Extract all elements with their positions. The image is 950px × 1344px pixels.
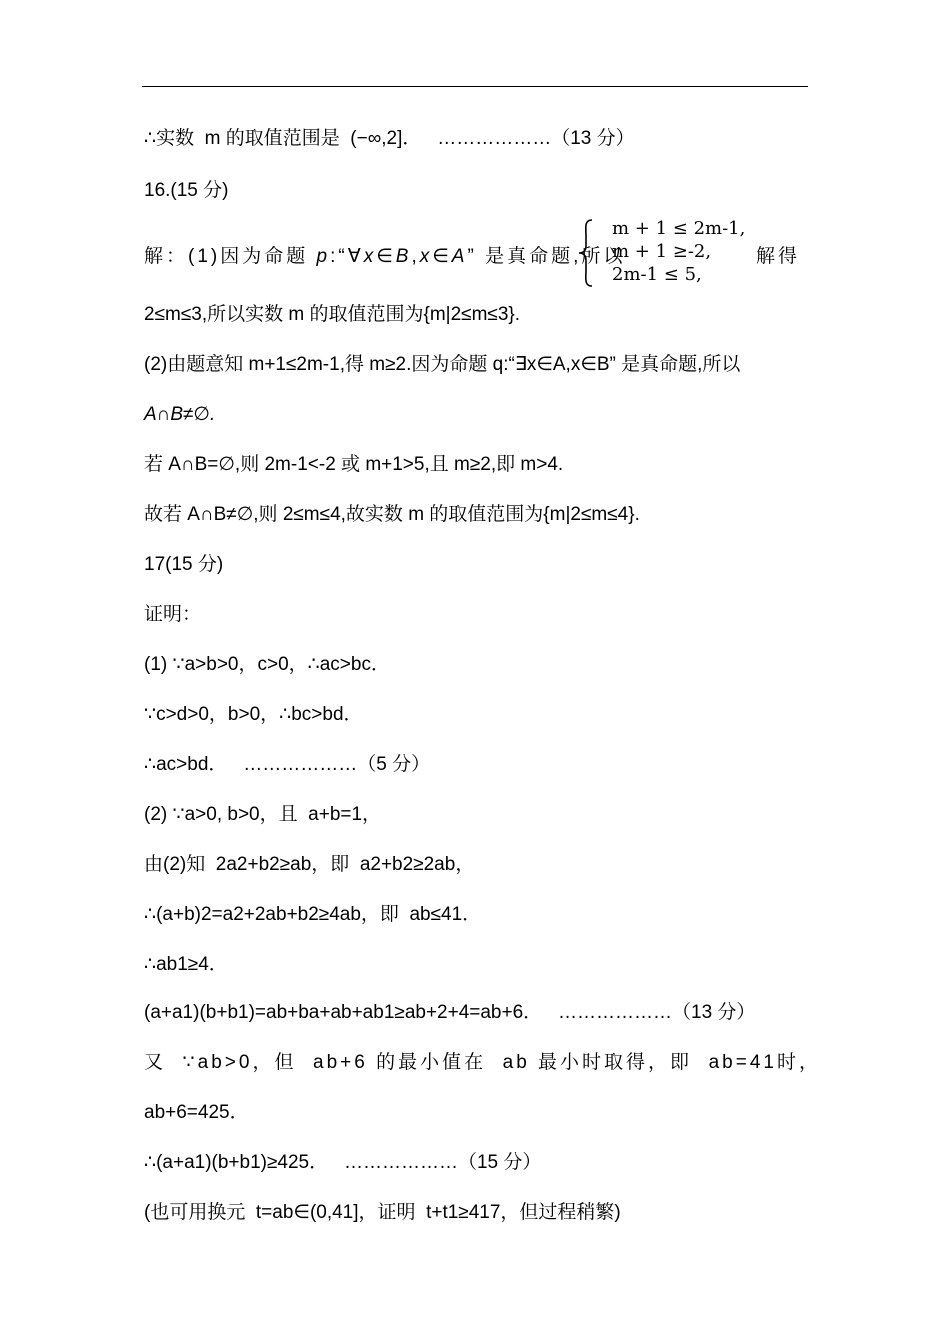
inequality-system xyxy=(578,218,748,288)
text-line-5: (2)由题意知 m+1≤2m-1,得 m≥2.因为命题 q:“∃x∈A,x∈B” 是真命题,所以 xyxy=(144,354,741,375)
text-line-7: 若 A∩B=∅,则 2m-1<-2 或 m+1>5,且 m≥2,即 m>4. xyxy=(144,454,564,475)
text: ∈ xyxy=(432,246,452,267)
problem-16-part1-intro xyxy=(144,244,625,270)
text-line-19: 又 ∵ab>0，但 ab+6 的最小值在 ab 最小时取得，即 ab=41时， xyxy=(144,1052,821,1073)
text-line-13: ∴ac>bd． ………………（5 分） xyxy=(144,754,431,775)
text-line-18: (a+a1)(b+b1)=ab+ba+ab+ab1≥ab+2+4=ab+6． ………………（13 分） xyxy=(144,1002,756,1023)
text-line-21: ∴(a+a1)(b+b1)≥425． ………………（15 分） xyxy=(144,1152,542,1173)
system-equation-2: m + 1 ≥-2, xyxy=(612,241,712,262)
text-line-1: ∴实数 m 的取值范围是 (−∞,2]． ………………（13 分） xyxy=(144,128,635,149)
text-line-12: ∵c>d>0，b>0，∴bc>bd． xyxy=(144,704,363,725)
var: B xyxy=(395,246,412,267)
text-line-22: (也可用换元 t=ab∈(0,41]，证明 t+t1≥417，但过程稍繁) xyxy=(144,1202,621,1223)
left-brace-icon xyxy=(578,218,594,288)
var: x xyxy=(363,246,377,267)
var: A xyxy=(451,246,468,267)
text-line-11: (1) ∵a>b>0，c>0，∴ac>bc． xyxy=(144,654,390,675)
text: , xyxy=(411,246,420,267)
text: :“∀ xyxy=(330,246,364,267)
system-equation-1: m + 1 ≤ 2m-1, xyxy=(612,218,746,239)
text-line-16: ∴(a+b)2=a2+2ab+b2≥4ab，即 ab≤41． xyxy=(144,904,482,925)
text-line-20: ab+6=425． xyxy=(144,1102,249,1123)
var: p xyxy=(316,246,331,267)
text-line-14: (2) ∵a>0, b>0，且 a+b=1， xyxy=(144,804,382,825)
header-rule xyxy=(142,86,808,87)
text-line-6: A∩B≠∅. xyxy=(144,404,216,425)
text-line-15: 由(2)知 2a2+b2≥ab，即 a2+b2≥2ab， xyxy=(144,854,475,875)
problem-17-heading: 17(15 分) xyxy=(144,554,224,575)
proof-label: 证明： xyxy=(144,604,202,625)
text-line-8: 故若 A∩B≠∅,则 2≤m≤4,故实数 m 的取值范围为{m|2≤m≤4}. xyxy=(144,504,640,525)
system-equation-3: 2m-1 ≤ 5, xyxy=(612,264,702,285)
solve-text: 解得 xyxy=(756,246,801,267)
text: ” 是真命题,所以 xyxy=(467,246,626,267)
text-line-4: 2≤m≤3,所以实数 m 的取值范围为{m|2≤m≤3}. xyxy=(144,304,521,325)
text: 解：(1)因为命题 xyxy=(144,246,317,267)
text-line-17: ∴ab1≥4． xyxy=(144,954,228,975)
var: x xyxy=(419,246,433,267)
problem-16-heading: 16.(15 分) xyxy=(144,180,229,201)
text: ∈ xyxy=(376,246,396,267)
